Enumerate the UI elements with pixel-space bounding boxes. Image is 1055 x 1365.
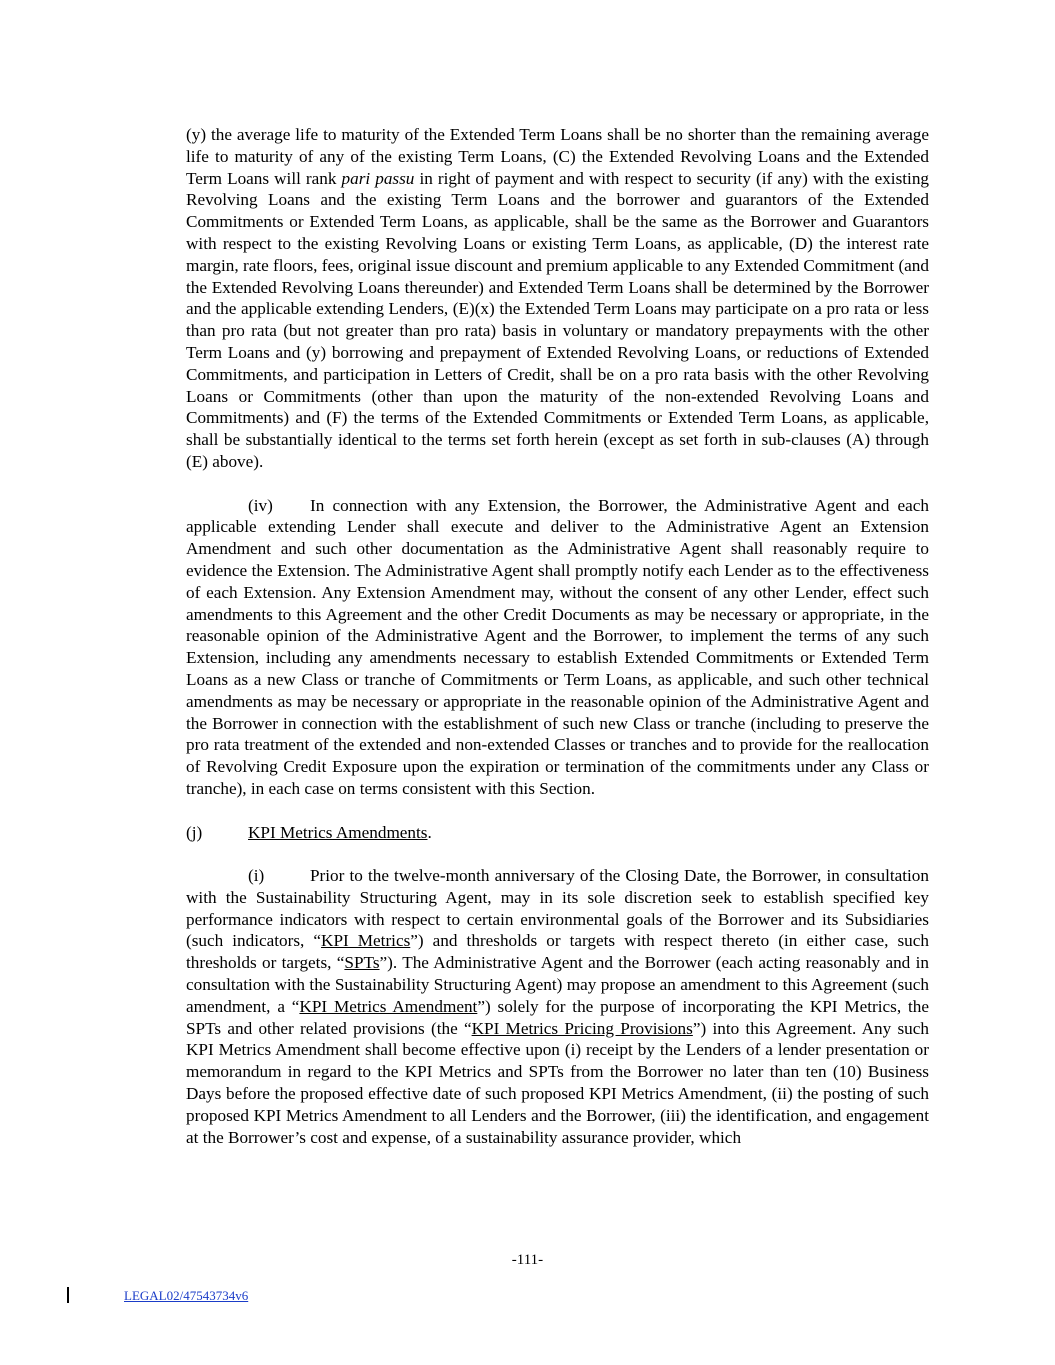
defined-term: KPI Metrics Pricing Provisions bbox=[471, 1018, 693, 1038]
text: in right of payment and with respect to security (if any) with the existing Revolving Loans and the existing Term Loans and the borrower and guarantors of the Extended Commitments or Extended Term Loans, as applicable, shall be the same as the Borrower and Guarantors with respect to the existing Revolving Loans or existing Term Loans, as applicable, (D) the interest rate margin, rate floors, fees, original issue discount and premium applicable to any Extended Commitment (and the Extended Revolving Loans thereunder) and Extended Term Loans shall be determined by the Borrower and the applicable extending Lenders, (E)(x) the Extended Term Loans may participate on a pro rata or less than pro rata (but not greater than pro rata) basis in voluntary or mandatory prepayments with the other Term Loans and (y) borrowing and prepayment of Extended Revolving Loans, or reductions of Extended Commitments, and participation in Letters of Credit, shall be on a pro rata basis with the other Revolving Loans or Commitments (other than upon the maturity of the non-extended Revolving Loans and Commitments) and (F) the terms of the Extended Commitments or Extended Term Loans, as applicable, shall be substantially identical to the terms set forth herein (except as set forth in sub-clauses (A) through (E) above). bbox=[186, 168, 930, 471]
clause-label: (i) bbox=[248, 866, 265, 886]
paragraph-iv bbox=[186, 495, 929, 800]
document-body bbox=[186, 124, 929, 1148]
text: ”). The Administrative Agent and the Borrower (each acting reasonably and in consultation with the Sustainability Structuring Agent) may propose an amendment to this Agreement (such amendment, a “ bbox=[186, 953, 929, 1016]
defined-term: KPI Metrics bbox=[321, 931, 411, 951]
text: In connection with any Extension, the Borrower, the Administrative Agent and each applicable extending Lender shall execute and deliver to the Administrative Agent an Extension Amendment and such other documentation as the Administrative Agent shall reasonably require to evidence the Extension. The Administrative Agent shall promptly notify each Lender as to the effectiveness of each Extension. Any Extension Amendment may, without the consent of any other Lender, effect such amendments to this Agreement and the other Credit Documents as may be necessary or appropriate, in the reasonable opinion of the Administrative Agent and the Borrower, to implement the terms of any such Extension, including any amendments necessary to establish Extended Commitments or Extended Term Loans as a new Class or tranche of Commitments or Term Loans, as applicable, and such other technical amendments as may be necessary or appropriate in the reasonable opinion of the Administrative Agent and the Borrower in connection with the establishment of such new Class or tranche (including to preserve the pro rata treatment of the extended and non-extended Classes or tranches and to provide for the reallocation of Revolving Credit Exposure upon the expiration or termination of the commitments under any Class or tranche), in each case on terms consistent with this Section. bbox=[186, 495, 929, 798]
page-number: -111- bbox=[511, 1252, 544, 1268]
paragraph-extension-terms bbox=[186, 124, 929, 473]
section-heading-j bbox=[186, 822, 929, 844]
heading-period: . bbox=[427, 822, 432, 842]
text: (y) the average life to maturity of the Extended Term Loans shall be no shorter than the remaining average life to maturity of any of the existing Term Loans, (C) the Extended Revolving Loans and the Extended Term Loans will rank bbox=[186, 125, 929, 188]
defined-term: KPI Metrics Amendment bbox=[299, 996, 478, 1016]
section-label: (j) bbox=[186, 822, 203, 842]
text: ”) and thresholds or targets with respect thereto (in either case, such thresholds or targets, “ bbox=[186, 931, 929, 973]
revision-change-bar bbox=[67, 1287, 69, 1303]
text: Prior to the twelve-month anniversary of the Closing Date, the Borrower, in consultation with the Sustainability Structuring Agent, may in its sole discretion seek to establish specified key performance indicators with respect to certain environmental goals of the Borrower and its Subsidiaries (such indicators, “ bbox=[186, 866, 929, 951]
paragraph-i bbox=[186, 865, 929, 1148]
italic-text: pari passu bbox=[341, 168, 415, 188]
text: ”) into this Agreement. Any such KPI Metrics Amendment shall become effective upon (i) receipt by the Lenders of a lender presentation or memorandum in regard to the KPI Metrics and SPTs from the Borrower no later than ten (10) Business Days before the proposed effective date of such proposed KPI Metrics Amendment, (ii) the posting of such proposed KPI Metrics Amendment to all Lenders and the Borrower, (iii) the identification, and engagement at the Borrower’s cost and expense, of a sustainability assurance provider, which bbox=[186, 1018, 929, 1147]
clause-label: (iv) bbox=[248, 495, 273, 515]
document-reference-link[interactable]: LEGAL02/47543734v6 bbox=[124, 1288, 249, 1303]
defined-term: SPTs bbox=[344, 953, 380, 973]
section-title: KPI Metrics Amendments bbox=[248, 822, 428, 842]
text: ”) solely for the purpose of incorporating the KPI Metrics, the SPTs and other related provisions (the “ bbox=[186, 996, 929, 1038]
